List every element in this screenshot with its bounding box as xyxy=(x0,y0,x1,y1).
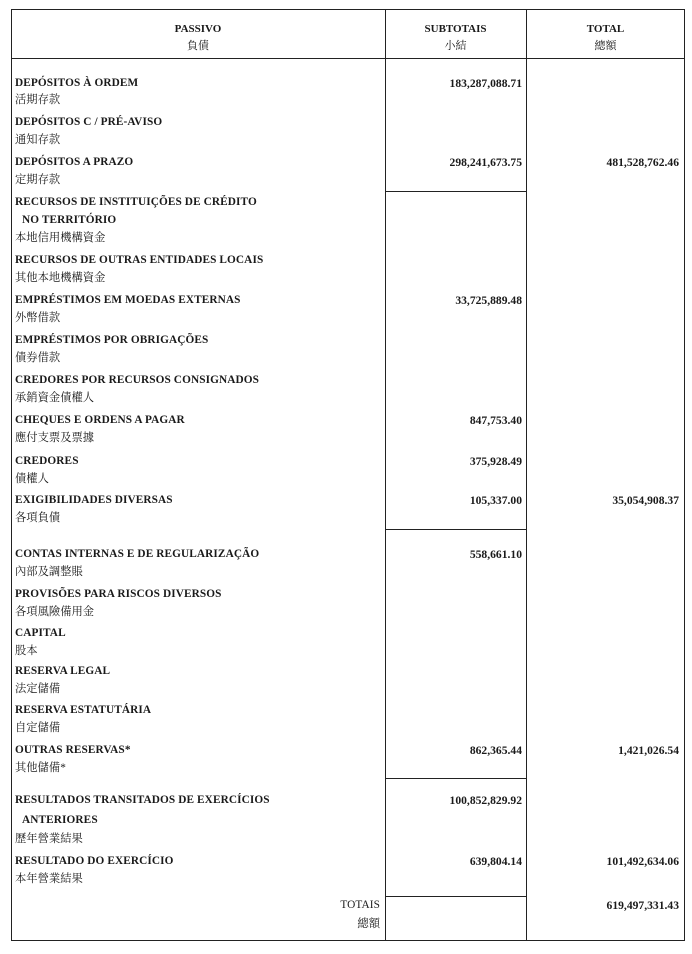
column-divider-total xyxy=(526,9,527,941)
row-label: RESULTADOS TRANSITADOS DE EXERCÍCIOS xyxy=(15,794,270,806)
row-total: 101,492,634.06 xyxy=(606,855,679,868)
row-label: OUTRAS RESERVAS* xyxy=(15,744,131,756)
row-label-zh: 其他儲備* xyxy=(15,762,66,774)
row-label-zh: 歷年營業結果 xyxy=(15,833,83,845)
header-passivo-zh: 負債 xyxy=(187,40,209,52)
row-label: PROVISÕES PARA RISCOS DIVERSOS xyxy=(15,588,222,600)
row-total: 35,054,908.37 xyxy=(612,494,679,507)
row-label-zh: 本地信用機構資金 xyxy=(15,232,106,244)
row-label: DEPÓSITOS C / PRÉ-AVISO xyxy=(15,116,163,128)
row-subtotal: 298,241,673.75 xyxy=(449,156,522,169)
row-label-zh: 外幣借款 xyxy=(15,312,61,324)
header-divider xyxy=(11,58,685,59)
row-subtotal: 105,337.00 xyxy=(469,494,522,507)
group-divider xyxy=(385,896,527,897)
row-subtotal: 375,928.49 xyxy=(469,455,522,468)
row-subtotal: 183,287,088.71 xyxy=(449,77,522,90)
row-label: CREDORES POR RECURSOS CONSIGNADOS xyxy=(15,374,260,386)
row-label-zh: 股本 xyxy=(15,645,38,657)
row-label: CREDORES xyxy=(15,455,79,467)
row-label-zh: 定期存款 xyxy=(15,174,61,186)
row-label: CHEQUES E ORDENS A PAGAR xyxy=(15,414,185,426)
row-subtotal: 33,725,889.48 xyxy=(455,294,522,307)
group-divider xyxy=(385,529,527,530)
group-divider xyxy=(385,778,527,779)
row-label-zh: 承銷資金債權人 xyxy=(15,392,95,404)
header-total: TOTAL xyxy=(586,23,625,35)
group-divider xyxy=(385,191,527,192)
row-label-zh: 債權人 xyxy=(15,473,49,485)
header-passivo: PASSIVO xyxy=(174,23,222,35)
row-label-zh: 債券借款 xyxy=(15,352,61,364)
row-total: 1,421,026.54 xyxy=(618,744,679,757)
totals-value: 619,497,331.43 xyxy=(606,899,679,912)
row-label-zh: 本年營業結果 xyxy=(15,873,83,885)
row-subtotal: 639,804.14 xyxy=(469,855,522,868)
totals-label: TOTAIS xyxy=(340,899,380,911)
totals-label-zh: 總額 xyxy=(357,918,380,930)
row-label: CONTAS INTERNAS E DE REGULARIZAÇÃO xyxy=(15,548,260,560)
row-label-zh: 各項風險備用金 xyxy=(15,606,95,618)
row-label: RECURSOS DE INSTITUIÇÕES DE CRÉDITO xyxy=(15,196,257,208)
row-label-zh: 各項負債 xyxy=(15,512,61,524)
row-label: DEPÓSITOS A PRAZO xyxy=(15,156,134,168)
row-total: 481,528,762.46 xyxy=(606,156,679,169)
row-label: RESULTADO DO EXERCÍCIO xyxy=(15,855,174,867)
row-label-zh: 其他本地機構資金 xyxy=(15,272,106,284)
row-label: CAPITAL xyxy=(15,627,66,639)
row-label: EMPRÉSTIMOS POR OBRIGAÇÕES xyxy=(15,334,209,346)
row-label: DEPÓSITOS À ORDEM xyxy=(15,77,139,89)
row-label: RECURSOS DE OUTRAS ENTIDADES LOCAIS xyxy=(15,254,264,266)
row-label-zh: 內部及調整賬 xyxy=(15,566,83,578)
row-label-continued: NO TERRITÓRIO xyxy=(22,214,117,226)
row-subtotal: 100,852,829.92 xyxy=(449,794,522,807)
row-label: RESERVA LEGAL xyxy=(15,665,111,677)
row-label: EXIGIBILIDADES DIVERSAS xyxy=(15,494,173,506)
header-total-zh: 總額 xyxy=(594,40,617,52)
column-divider-subtotals xyxy=(385,9,386,941)
row-label: RESERVA ESTATUTÁRIA xyxy=(15,704,152,716)
row-subtotal: 862,365.44 xyxy=(469,744,522,757)
row-label: EMPRÉSTIMOS EM MOEDAS EXTERNAS xyxy=(15,294,241,306)
row-label-zh: 通知存款 xyxy=(15,134,61,146)
row-label-zh: 法定儲備 xyxy=(15,683,61,695)
row-label-zh: 自定儲備 xyxy=(15,722,61,734)
row-subtotal: 558,661.10 xyxy=(469,548,522,561)
header-subtotais-zh: 小結 xyxy=(444,40,467,52)
row-label-zh: 活期存款 xyxy=(15,94,61,106)
row-label-continued: ANTERIORES xyxy=(22,814,98,826)
header-subtotais: SUBTOTAIS xyxy=(424,23,487,35)
row-label-zh: 應付支票及票據 xyxy=(15,432,95,444)
row-subtotal: 847,753.40 xyxy=(469,414,522,427)
